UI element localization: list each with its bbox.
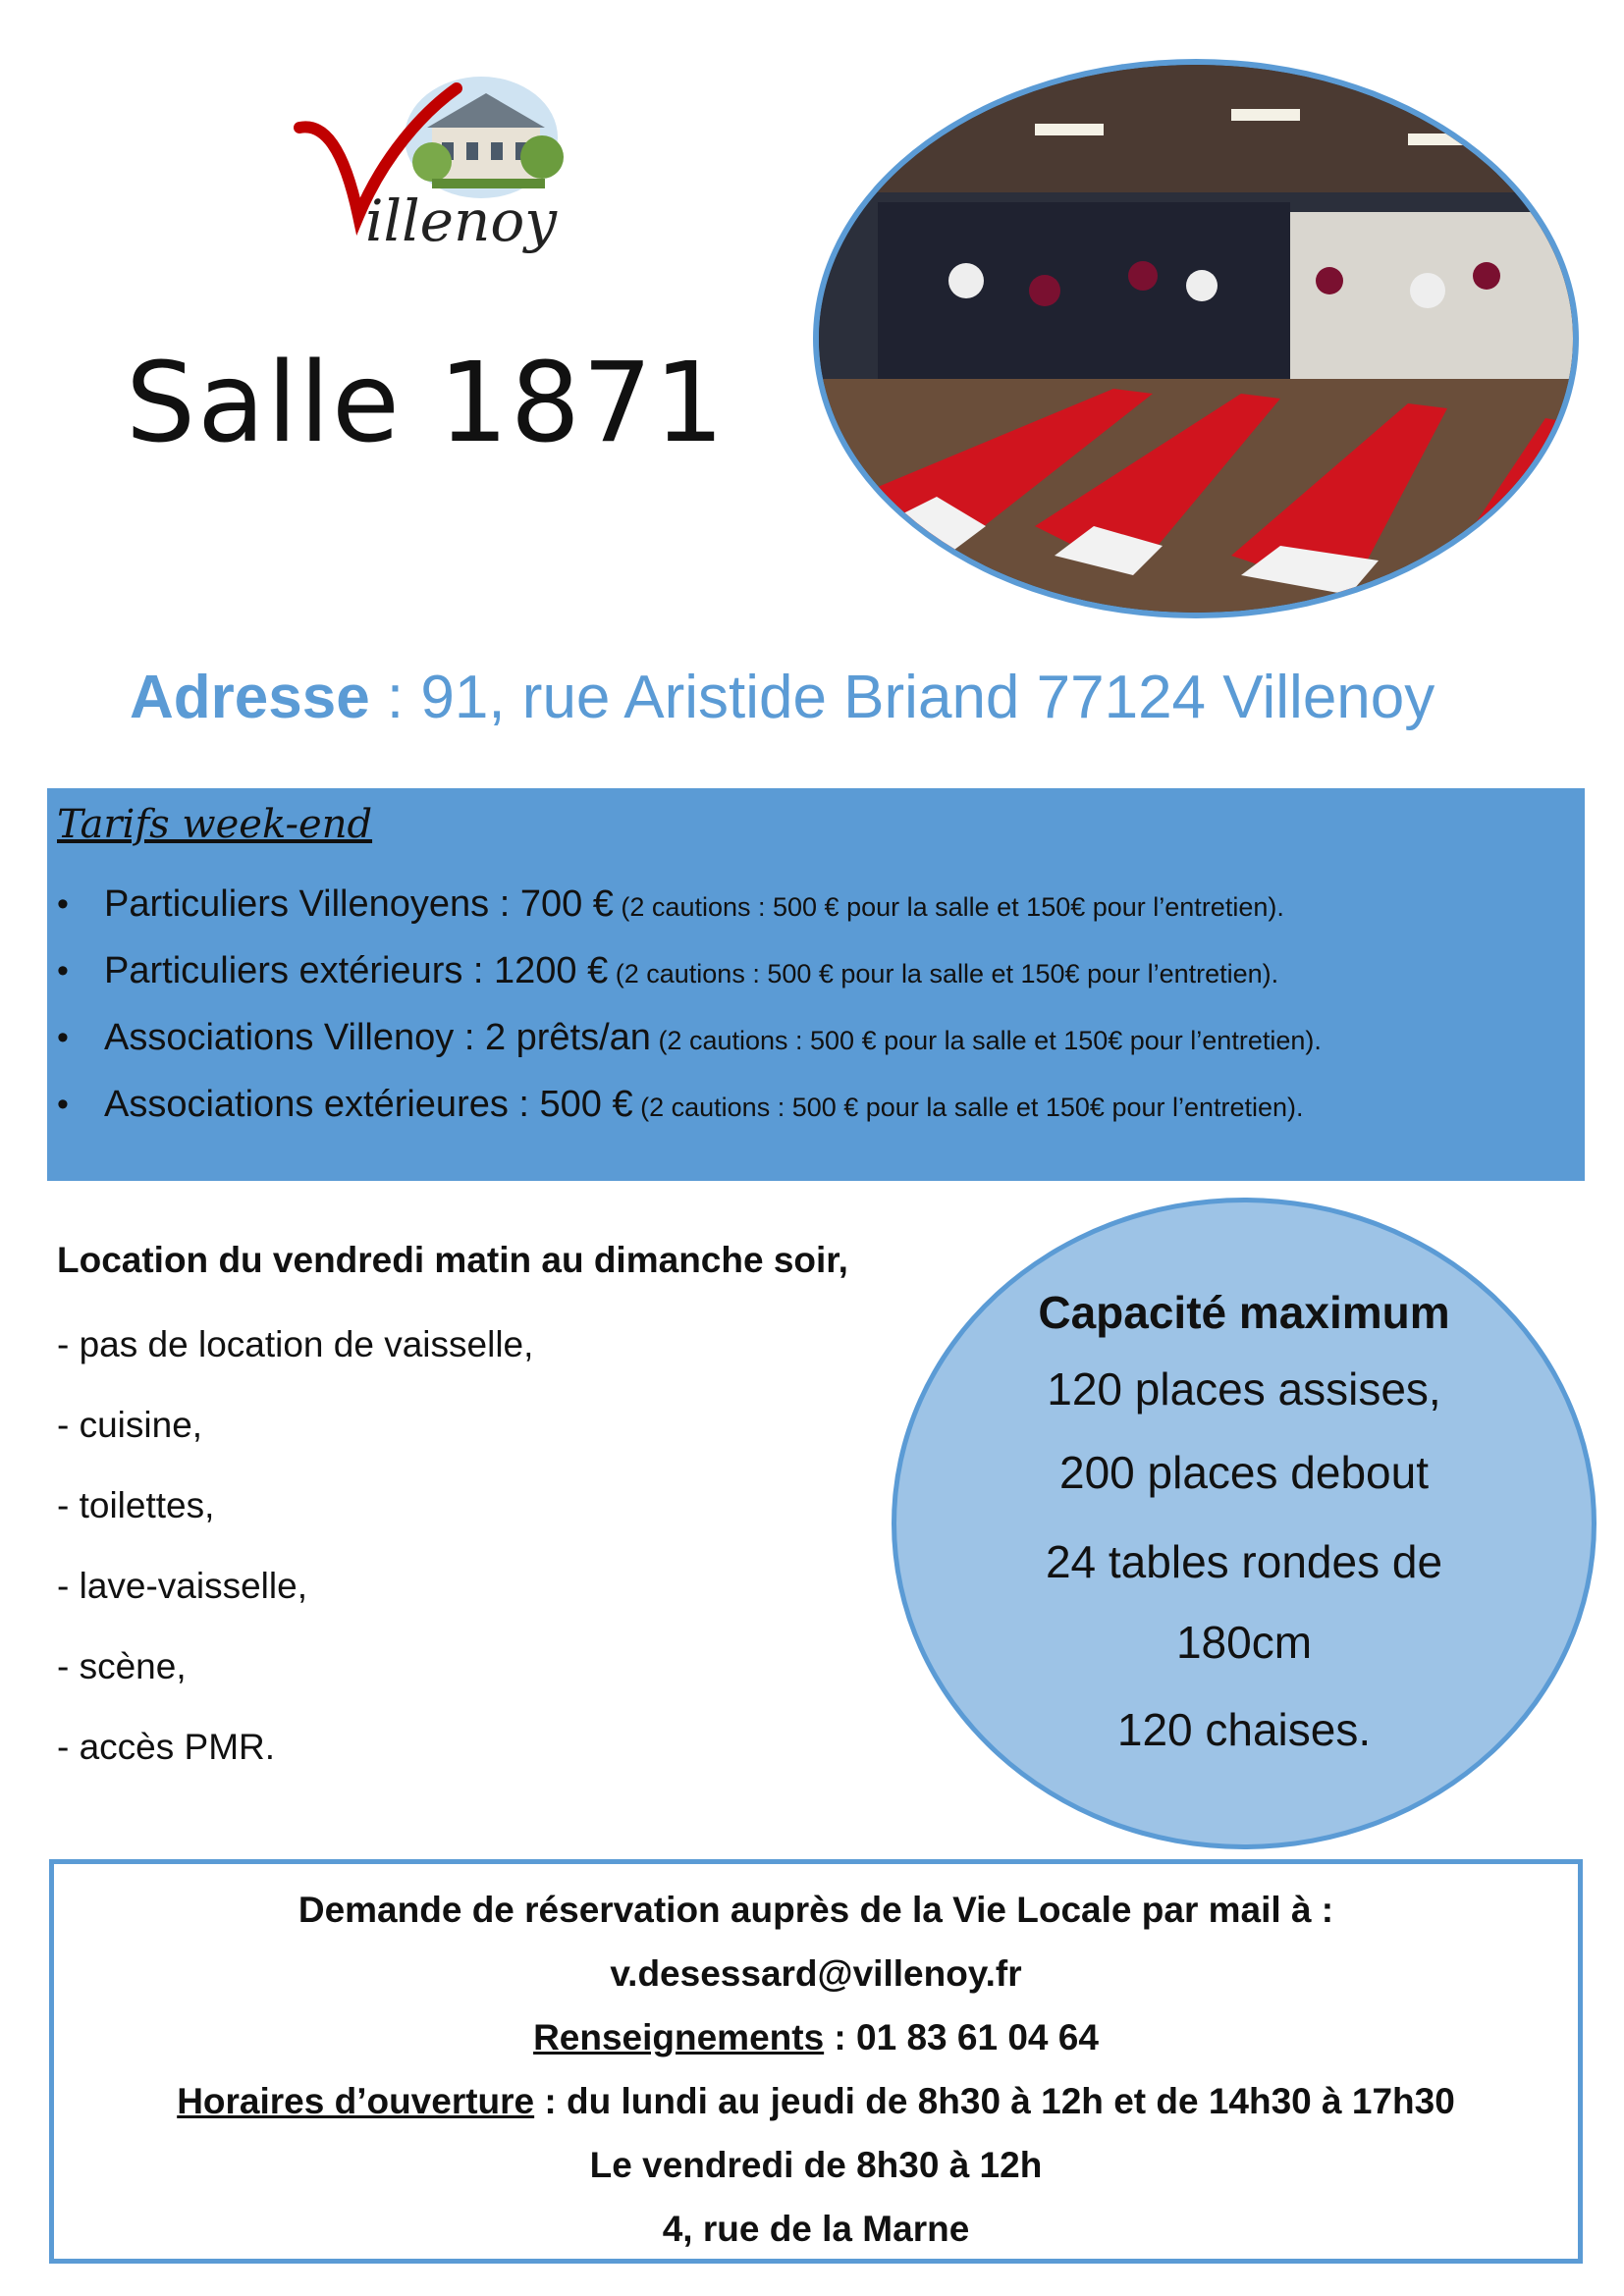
tarif-main: Particuliers Villenoyens : 700 €	[104, 883, 614, 925]
location-item: - lave-vaisselle,	[57, 1566, 307, 1606]
tarif-note: (2 cautions : 500 € pour la salle et 150€ pour l’entretien).	[650, 1026, 1322, 1055]
reservation-hours	[54, 2069, 1578, 2133]
page-title: Salle 1871	[126, 340, 727, 467]
capacity-standing: 200 places debout	[1059, 1447, 1429, 1498]
hall-photo	[813, 59, 1579, 618]
hours-value: : du lundi au jeudi de 8h30 à 12h et de 14h30 à 17h30	[534, 2081, 1455, 2121]
info-phone: : 01 83 61 04 64	[824, 2017, 1099, 2057]
address-line	[130, 663, 1435, 732]
reservation-friday: Le vendredi de 8h30 à 12h	[589, 2145, 1043, 2185]
reservation-street: 4, rue de la Marne	[662, 2209, 970, 2249]
tarif-item	[57, 1006, 1585, 1073]
capacity-circle	[892, 1198, 1597, 1849]
svg-text:illenoy: illenoy	[365, 187, 558, 254]
capacity-title: Capacité maximum	[1038, 1287, 1450, 1338]
address-label: Adresse	[130, 664, 370, 731]
tarifs-panel	[47, 788, 1585, 1181]
info-label: Renseignements	[533, 2017, 825, 2057]
capacity-tables: 24 tables rondes de 180cm	[1045, 1536, 1443, 1668]
tarif-item	[57, 939, 1585, 1006]
logo-graphic	[285, 69, 579, 265]
villenoy-logo	[285, 69, 579, 265]
reservation-info	[54, 2005, 1578, 2069]
location-item: - pas de location de vaisselle,	[57, 1324, 534, 1364]
address-separator: :	[369, 664, 421, 731]
address-value: 91, rue Aristide Briand 77124 Villenoy	[420, 664, 1435, 731]
capacity-chairs: 120 chaises.	[1116, 1704, 1372, 1755]
location-item: - cuisine,	[57, 1405, 203, 1445]
location-section	[57, 1240, 921, 1788]
reservation-request: Demande de réservation auprès de la Vie Locale par mail à :	[298, 1890, 1334, 1930]
location-item: - toilettes,	[57, 1485, 215, 1525]
tarif-note: (2 cautions : 500 € pour la salle et 150€ pour l’entretien).	[632, 1093, 1304, 1122]
tarif-main: Particuliers extérieurs : 1200 €	[104, 950, 609, 991]
location-title: Location du vendredi matin au dimanche soir,	[57, 1240, 848, 1280]
location-item: - accès PMR.	[57, 1727, 276, 1767]
hall-photo-illustration	[819, 65, 1573, 613]
reservation-email[interactable]: v.desessard@villenoy.fr	[610, 1953, 1022, 1994]
hours-label: Horaires d’ouverture	[177, 2081, 535, 2121]
location-item: - scène,	[57, 1646, 187, 1686]
tarif-main: Associations Villenoy : 2 prêts/an	[104, 1017, 651, 1058]
tarifs-title: Tarifs week-end	[57, 802, 373, 847]
tarif-main: Associations extérieures : 500 €	[104, 1084, 633, 1125]
tarif-note: (2 cautions : 500 € pour la salle et 150€ pour l’entretien).	[608, 959, 1279, 988]
tarifs-list	[57, 873, 1585, 1140]
tarif-note: (2 cautions : 500 € pour la salle et 150€ pour l’entretien).	[613, 892, 1284, 922]
capacity-seated: 120 places assises,	[1047, 1363, 1441, 1415]
reservation-box	[49, 1859, 1583, 2264]
tarif-item	[57, 873, 1585, 939]
tarif-item	[57, 1073, 1585, 1140]
